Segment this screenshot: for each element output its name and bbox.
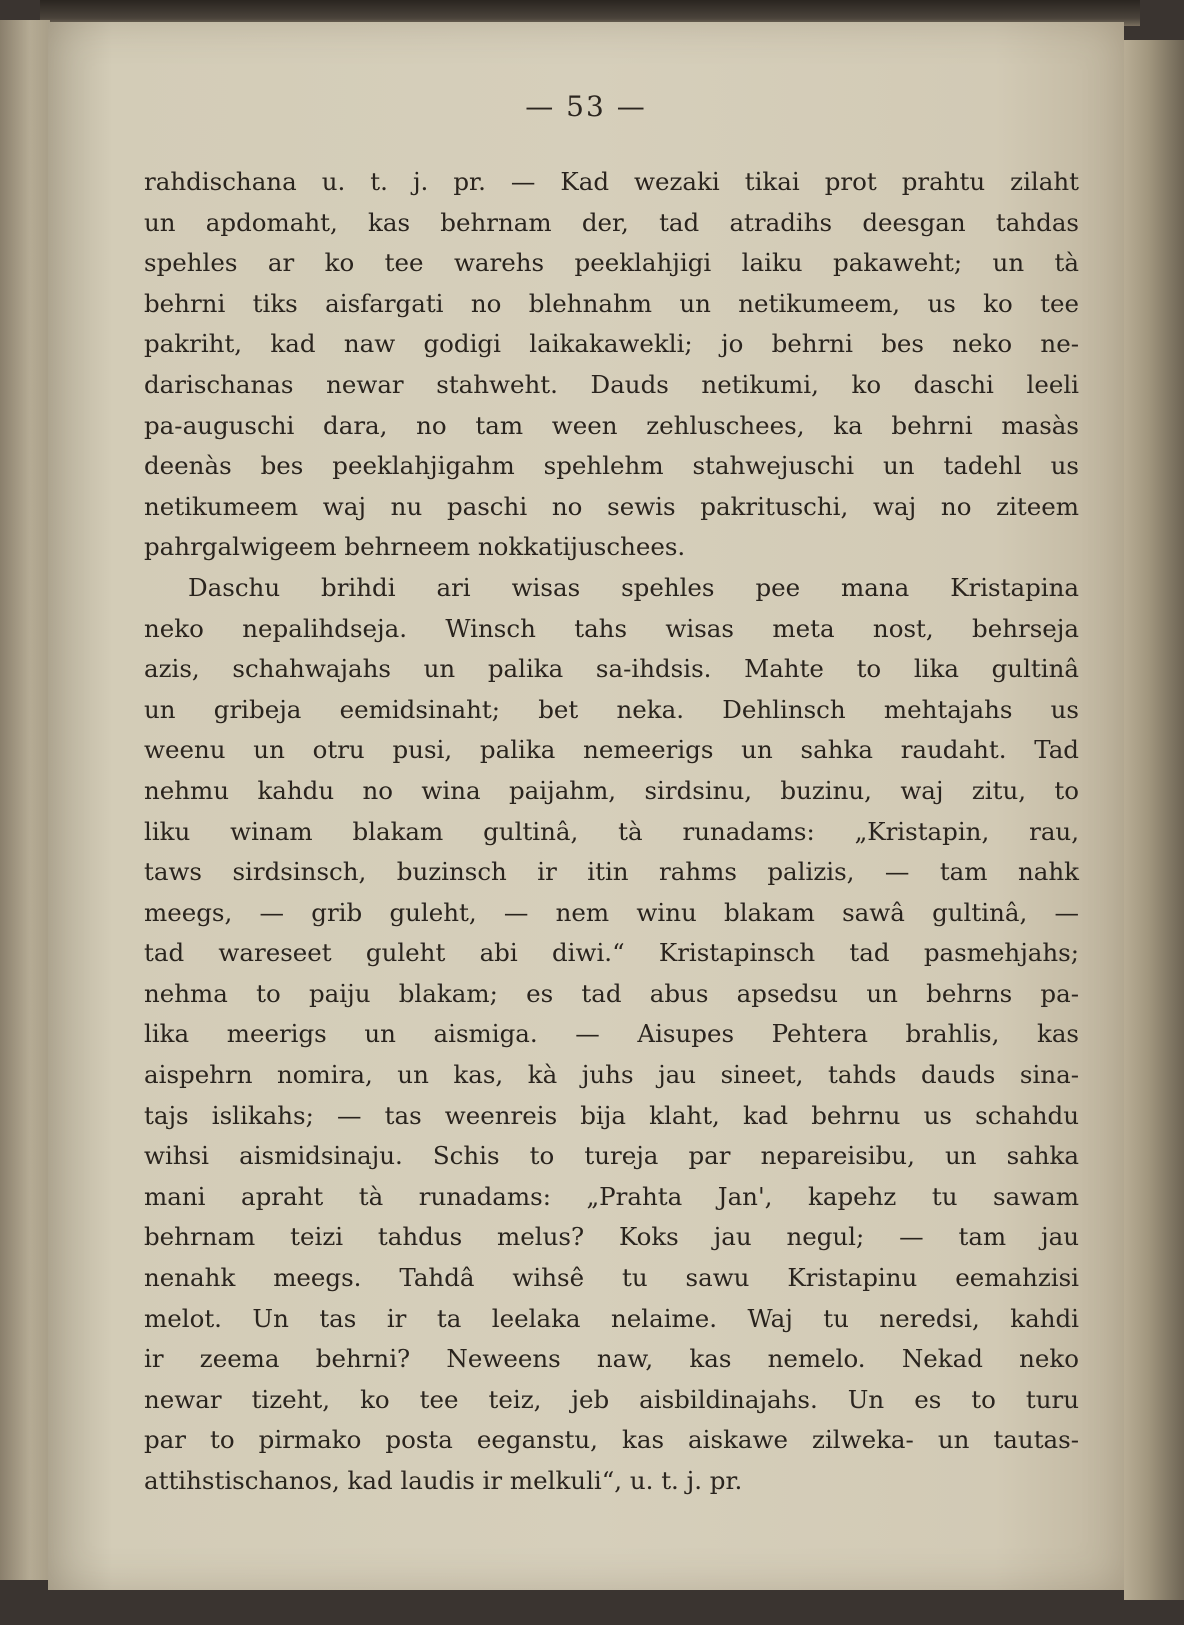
book-right-edge [1124, 40, 1184, 1600]
text-line: neko nepalihdsеja. Winsch tahs wisas meta nost, behrseja [144, 613, 1079, 643]
text-line: taws sirdsinsch, buzinsch ir itin rahms palizis, — tam nahk [144, 857, 1079, 887]
text-line: un gribeja eemidsinaht; bet neka. Dehlinsch mehtajahs us [144, 694, 1079, 724]
text-line: lika meerigs un aismiga. — Aisupes Pehtera brahlis, kas [144, 1019, 1079, 1049]
text-line: nehma to paiju blakam; es tad abus apsedsu un behrns pa- [144, 978, 1079, 1008]
text-line: netikumeem waj nu paschi no sewis pakrituschi, waj no ziteem [144, 491, 1079, 521]
text-line: pa-auguschi dara, no tam ween zehluschees, ka behrni masàs [144, 410, 1079, 440]
text-line: azis, schahwajahs un palika sa-ihdsis. Mahte to lika gultinâ [144, 654, 1079, 684]
text-line: behrnam teizi tahdus melus? Koks jau negul; — tam jau [144, 1222, 1079, 1252]
book-page [48, 22, 1124, 1590]
book-left-edge [0, 20, 50, 1580]
text-line: ir zeema behrni? Neweens naw, kas nemelo. Nekad neko [144, 1344, 1079, 1374]
text-line: pahrgalwigeem behrneem nokkatijuschees. [144, 532, 686, 562]
text-line: liku winam blakam gultinâ, tà runadams: „Kristapin, rau, [144, 816, 1079, 846]
text-line: un apdomaht, kas behrnam der, tad atradihs deesgan tahdas [144, 207, 1079, 237]
text-line: spehles ar ko tee warehs peeklahjigi laiku pakaweht; un tà [144, 248, 1079, 278]
text-line: wihsi aismidsinaju. Schis to tureja par nepareisibu, un sahka [144, 1141, 1079, 1171]
text-line: par to pirmako posta eeganstu, kas aiskawe zilweka- un tautas- [144, 1425, 1079, 1455]
text-line: meegs, — grib guleht, — nem winu blakam sawâ gultinâ, — [144, 897, 1079, 927]
text-line: rahdischana u. t. j. pr. — Kad wezaki tikai prot prahtu zilaht [144, 167, 1079, 196]
body-text [144, 162, 1079, 1502]
text-line: tajs islikahs; — tas weenreis bija klaht, kad behrnu us schahdu [144, 1100, 1079, 1130]
text-line: nehmu kahdu no wina paijahm, sirdsinu, buzinu, waj zitu, to [144, 775, 1079, 805]
text-line: darischanas newar stahweht. Dauds netikumi, ko daschi leeli [144, 369, 1079, 399]
text-line: Daschu brihdi ari wisas spehles pee mana Kristapina [188, 572, 1079, 602]
page-number: — 53 — [525, 90, 647, 123]
text-line: tad waresеet guleht abi diwi.“ Kristapinsch tad pasmehjahs; [144, 938, 1079, 968]
text-line: deenàs bes peeklahjigahm spehlehm stahwejuschi un tadehl us [144, 451, 1079, 481]
text-line: newar tizeht, ko tee teiz, jeb aisbildinajahs. Un es to turu [144, 1384, 1079, 1414]
text-line: mani apraht tà runadams: „Prahta Jan', kapehz tu sawam [144, 1181, 1079, 1211]
text-line: attihstischanos, kad laudis ir melkuli“, u. t. j. pr. [144, 1466, 743, 1495]
text-line: pakriht, kad naw godigi laikakawekli; jo behrni bes neko ne- [144, 329, 1079, 359]
text-line: nenahk meegs. Tahdâ wihsê tu sawu Kristapinu eemahzisi [144, 1263, 1079, 1293]
text-line: behrni tiks aisfargati no blehnahm un netikumeem, us ko tee [144, 288, 1079, 318]
text-line: weenu un otru pusi, palika nemeerigs un sahka raudaht. Tad [144, 735, 1079, 765]
text-line: melot. Un tas ir ta leelaka nelaime. Waj tu neredsi, kahdi [144, 1303, 1079, 1333]
text-line: aispehrn nomira, un kas, kà juhs jau sineet, tahds dauds sina- [144, 1060, 1079, 1090]
